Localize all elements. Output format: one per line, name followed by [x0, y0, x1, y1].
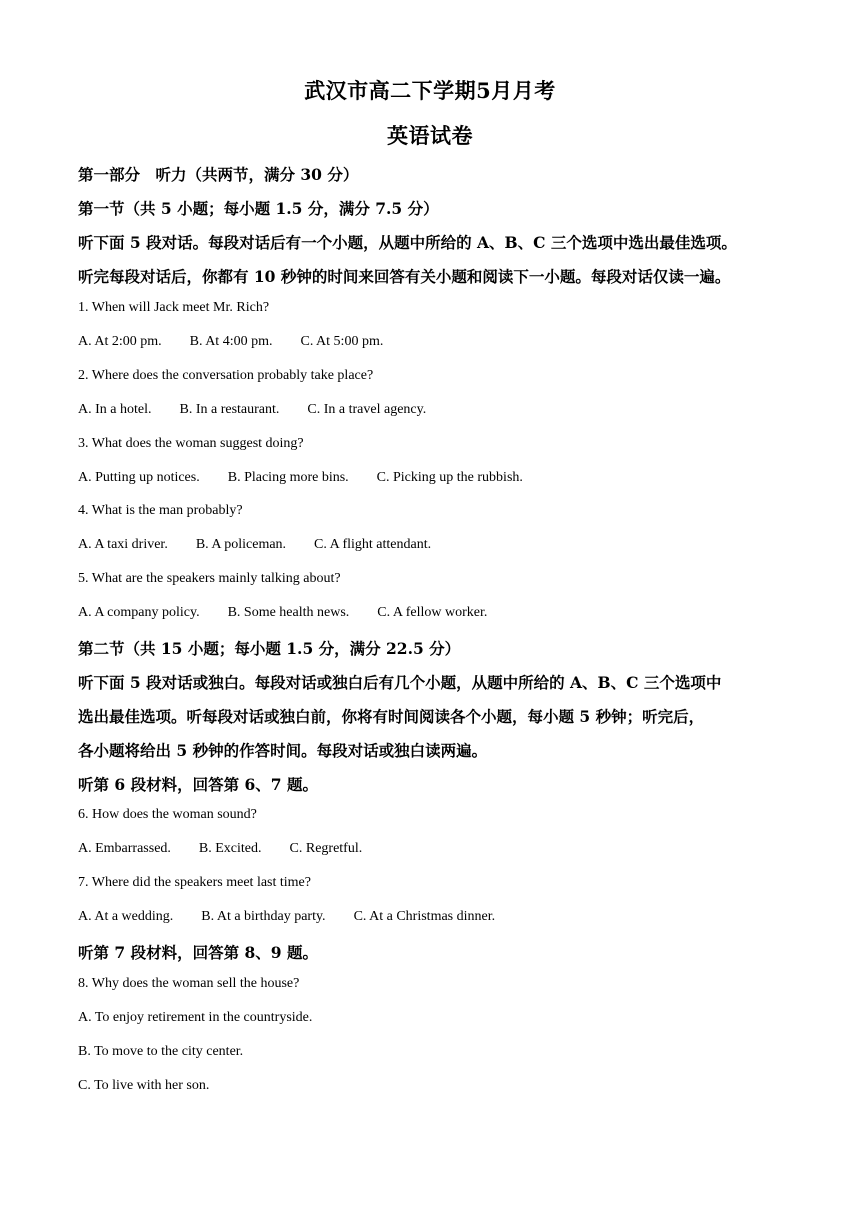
- option-a: A. Embarrassed.: [78, 841, 171, 856]
- question-6: 6. How does the woman sound?: [78, 807, 257, 822]
- option-b: B. Excited.: [198, 841, 262, 856]
- option-b: B. Placing more bins.: [227, 470, 349, 485]
- option-c: C. A fellow worker.: [377, 605, 488, 620]
- question-4-options: [78, 537, 431, 553]
- question-3-options: [78, 470, 523, 486]
- option-b: B. Some health news.: [227, 605, 350, 620]
- question-8-option-b: B. To move to the city center.: [78, 1044, 244, 1059]
- question-1: 1. When will Jack meet Mr. Rich?: [78, 300, 270, 315]
- question-6-options: [78, 841, 362, 857]
- material-7-heading: 听第 7 段材料，回答第 8、9 题。: [78, 943, 318, 962]
- option-a: A. In a hotel.: [78, 402, 152, 417]
- section2-instruction-line: 各小题将给出 5 秒钟的作答时间。每段对话或独白读两遍。: [78, 741, 488, 760]
- section1-instruction-line: 听完每段对话后，你都有 10 秒钟的时间来回答有关小题和阅读下一小题。每段对话仅读一遍。: [78, 267, 731, 286]
- question-7: 7. Where did the speakers meet last time?: [78, 875, 311, 890]
- option-a: A. At 2:00 pm.: [78, 334, 162, 349]
- question-1-options: [78, 334, 383, 350]
- question-8: 8. Why does the woman sell the house?: [78, 976, 300, 991]
- option-c: C. Picking up the rubbish.: [376, 470, 523, 485]
- option-a: A. Putting up notices.: [78, 470, 200, 485]
- option-a: A. At a wedding.: [78, 909, 174, 924]
- question-5: 5. What are the speakers mainly talking about?: [78, 571, 341, 586]
- option-b: B. At a birthday party.: [201, 909, 326, 924]
- section1-heading: 第一节（共 5 小题；每小题 1.5 分，满分 7.5 分）: [78, 199, 439, 218]
- option-c: C. At 5:00 pm.: [300, 334, 384, 349]
- question-2-options: [78, 402, 426, 418]
- question-8-option-a: A. To enjoy retirement in the countryside.: [78, 1010, 313, 1025]
- question-4: 4. What is the man probably?: [78, 503, 243, 518]
- material-6-heading: 听第 6 段材料，回答第 6、7 题。: [78, 775, 318, 794]
- section2-instruction-line: 听下面 5 段对话或独白。每段对话或独白后有几个小题，从题中所给的 A、B、C 三个选项中: [78, 673, 722, 692]
- option-c: C. In a travel agency.: [307, 402, 427, 417]
- option-b: B. At 4:00 pm.: [189, 334, 273, 349]
- question-5-options: [78, 605, 487, 621]
- section2-heading: 第二节（共 15 小题；每小题 1.5 分，满分 22.5 分）: [78, 639, 461, 658]
- question-2: 2. Where does the conversation probably take place?: [78, 368, 374, 383]
- exam-subtitle: 英语试卷: [387, 123, 473, 148]
- option-a: A. A company policy.: [78, 605, 200, 620]
- option-c: C. A flight attendant.: [314, 537, 432, 552]
- question-3: 3. What does the woman suggest doing?: [78, 436, 304, 451]
- part1-heading: 第一部分 听力（共两节，满分 30 分）: [78, 165, 359, 184]
- question-8-option-c: C. To live with her son.: [78, 1078, 210, 1093]
- option-a: A. A taxi driver.: [78, 537, 168, 552]
- exam-title: 武汉市高二下学期5月月考: [304, 78, 556, 103]
- option-c: C. Regretful.: [289, 841, 363, 856]
- section1-instruction-line: 听下面 5 段对话。每段对话后有一个小题，从题中所给的 A、B、C 三个选项中选出最佳选项。: [78, 233, 737, 252]
- option-c: C. At a Christmas dinner.: [353, 909, 496, 924]
- section2-instruction-line: 选出最佳选项。听每段对话或独白前，你将有时间阅读各个小题，每小题 5 秒钟；听完后，: [78, 707, 705, 726]
- option-b: B. A policeman.: [195, 537, 287, 552]
- question-7-options: [78, 909, 495, 925]
- option-b: B. In a restaurant.: [179, 402, 280, 417]
